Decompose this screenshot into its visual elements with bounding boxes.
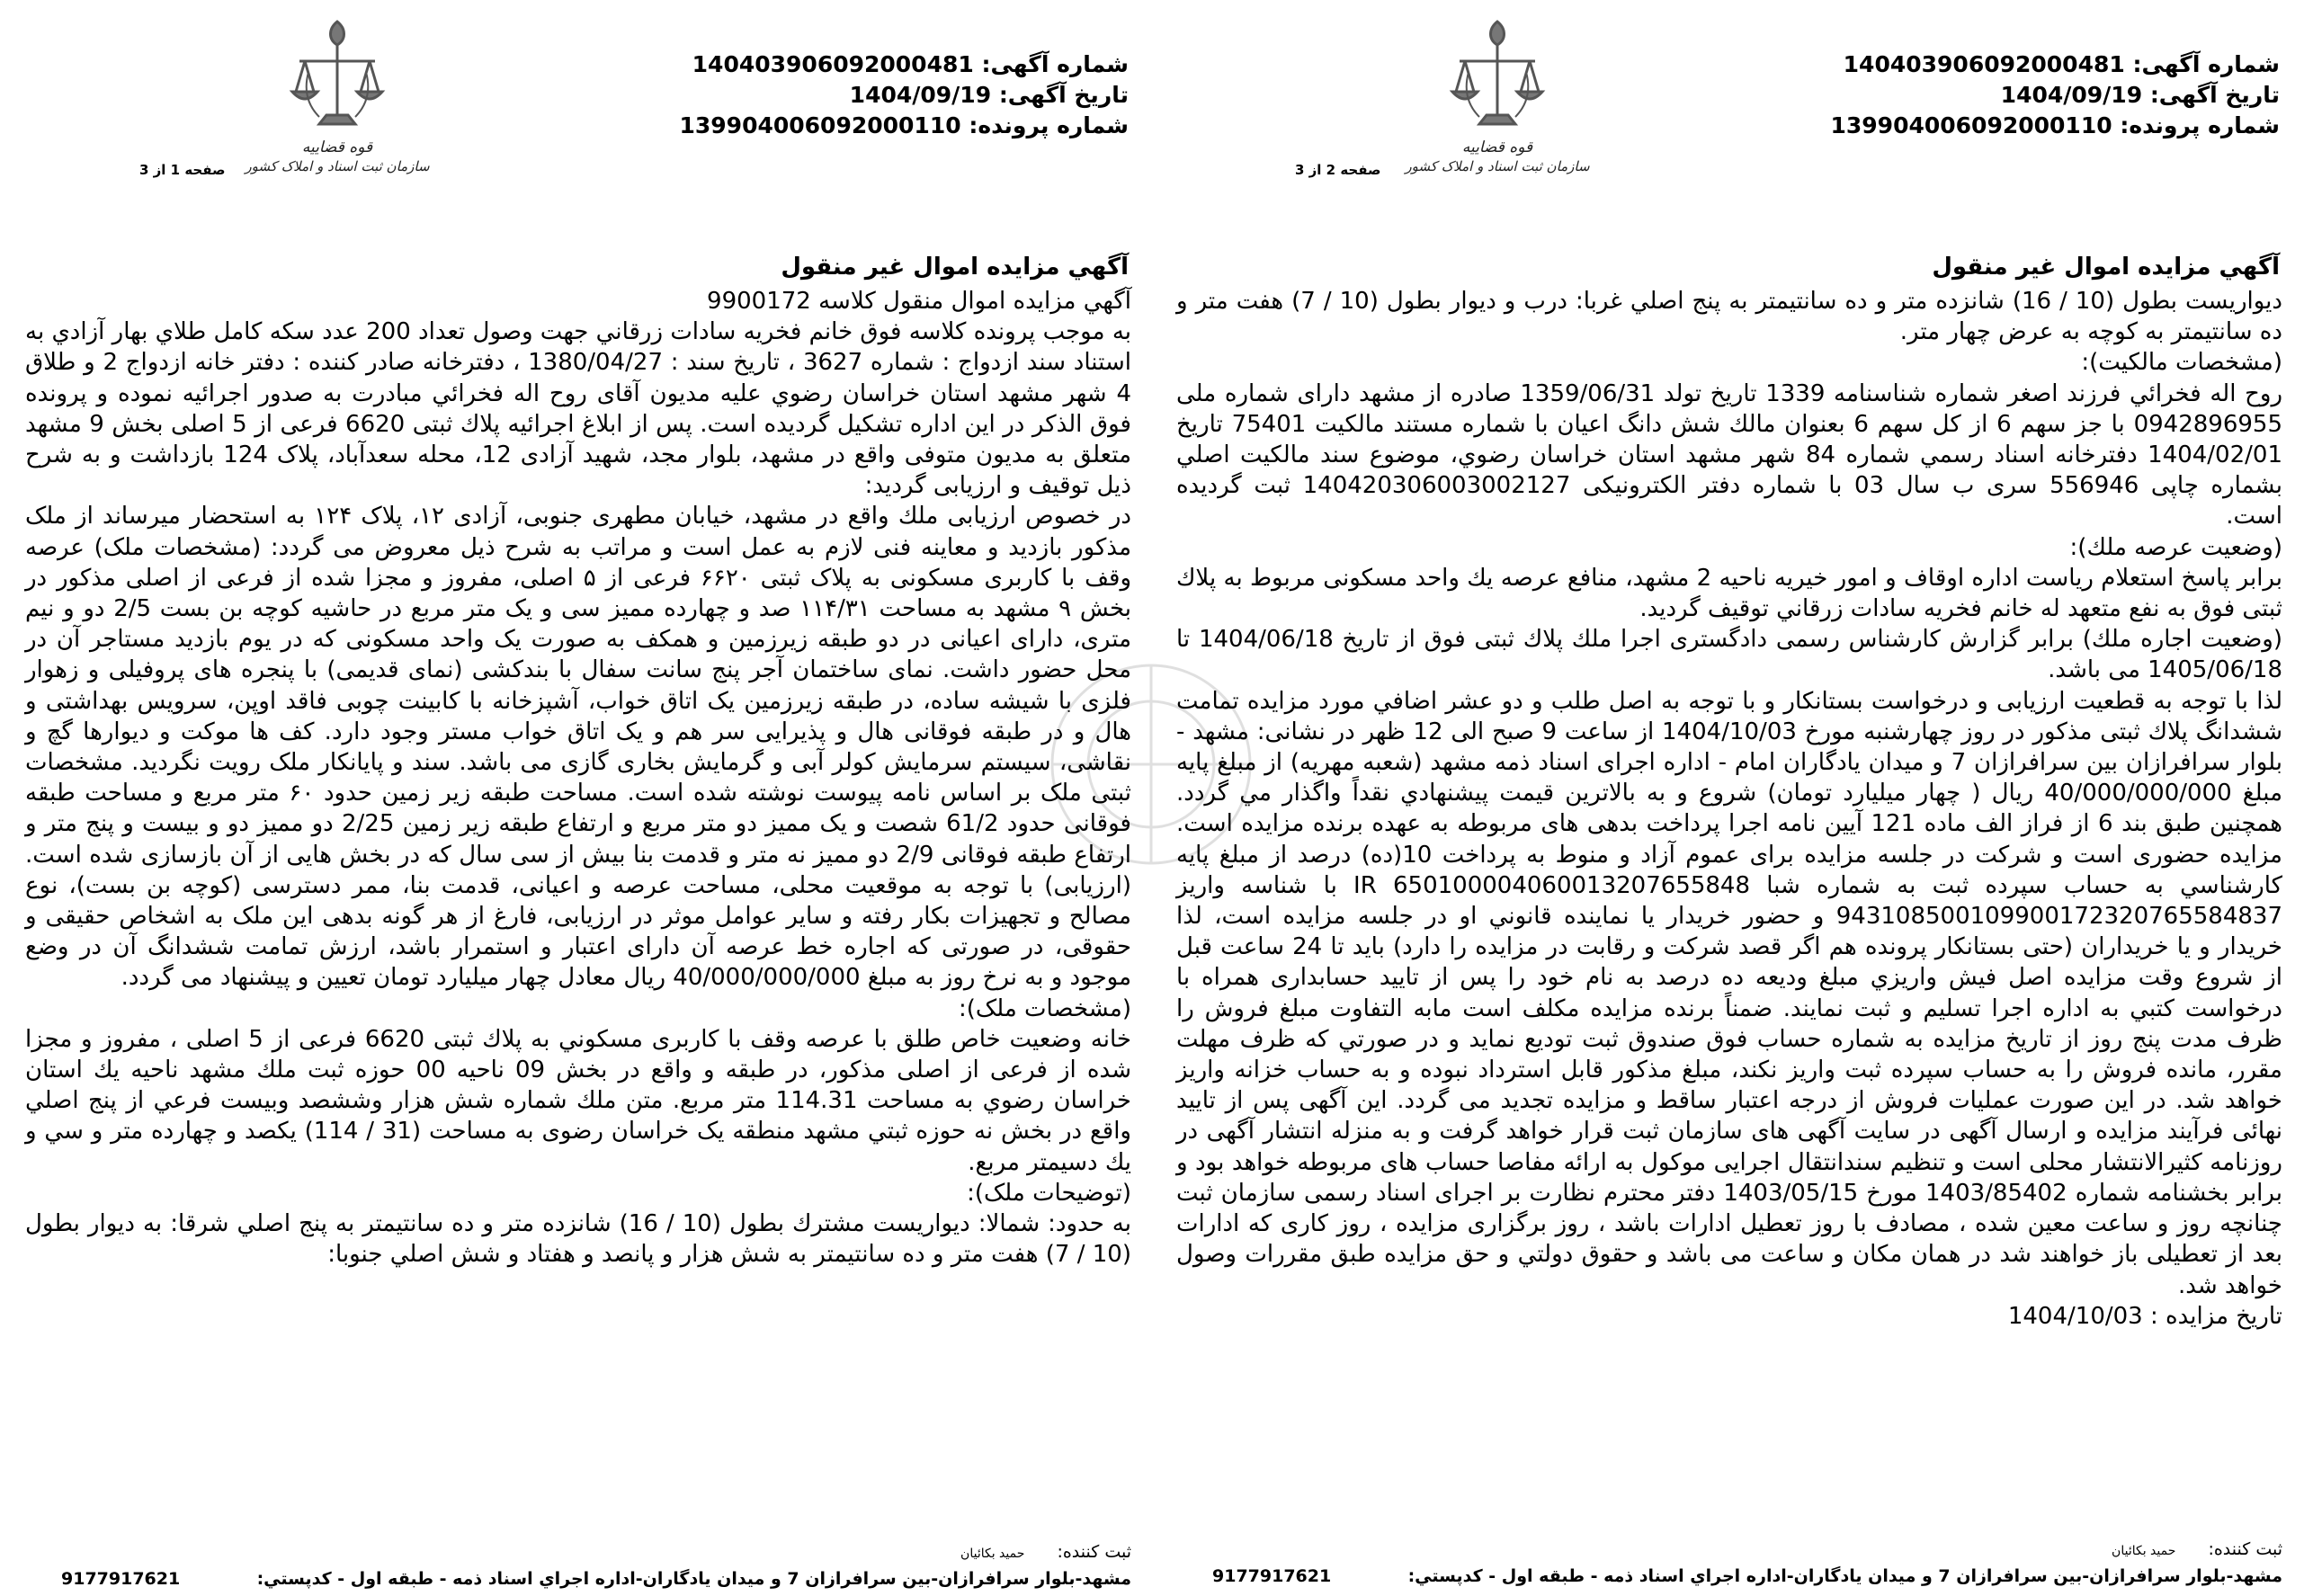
emblem-org-line2: سازمان ثبت اسناد و املاک کشور [1405,158,1590,174]
case-number-row [1831,111,2281,141]
case-number-row [680,111,1130,141]
body-paragraph: روح اله فخرائي فرزند اصغر شماره شناسنامه 1339 تاريخ تولد 1359/06/31 صادره از مشهد داراى شماره ملی 0942896955 با جز سهم 6 از كل سهم 6 بعنوان مالك شش دانگ اعيان با شماره مستند مالكيت 75401 تاريخ 1404/02/01 دفترخانه اسناد رسمي شماره 84 شهر مشهد استان خراسان رضوي، موضوع سند مالكيت اصلي بشماره چاپی 556946 سری ب سال 03 با شماره دفتر الكترونيكی 140420306003002127 ثبت گرديده است. [1176,379,2283,531]
ad-date-label: تاریخ آگهی: [998,82,1129,108]
body-paragraph: لذا با توجه به قطعيت ارزيابى و درخواست بستانكار و با توجه به اصل طلب و دو عشر اضافي مورد مزايده تمامت ششدانگ پلاك ثبتى مذكور در روز چهارشنبه مورخ 1404/10/03 از ساعت 9 صبح الى 12 ظهر در نشانى: مشهد - بلوار سرافرازان بين سرافرازان 7 و ميدان يادگاران امام - اداره اجراى اسناد ذمه مشهد (شعبه مهريه) از مبلغ پايه مبلغ 40/000/000/000 ريال ( چهار ميليارد تومان) شروع و به بالاترين قيمت پيشنهادي نقداً واگذار مي گردد. همچنين طبق بند 6 از فراز الف ماده 121 آيين نامه اجرا پرداخت بدهی های مربوطه به عهده برنده مزايده است. مزايده حضوری است و شركت در جلسه مزايده برای عموم آزاد و منوط به پرداخت 10(ده) درصد از مبلغ پايه كارشناسي به حساب سپرده ثبت به شماره شبا IR 650100004060013207655848 با شناسه واريز 943108500109900172320765584837 و حضور خريدار يا نماينده قانوني او در جلسه مزايده است، لذا خريدار و يا خريداران (حتى بستانكار پرونده هم اگر قصد شركت و رقابت در مزايده را دارد) بايد تا 24 ساعت قبل از شروع وقت مزايده اصل فيش واريزي مبلغ وديعه ده درصد به نام خود را پس از تاييد حسابداری همراه با درخواست كتبي به اداره اجرا تسليم و ثبت نمايند. ضمناً برنده مزايده مكلف است مابه التفاوت مبلغ فروش را ظرف مدت پنج روز از تاريخ مزايده به شماره حساب فوق صندوق ثبت توديع نمايد و در صورتي كه ظرف مهلت مقرر، مانده فروش را به حساب سپرده ثبت واريز نكند، مبلغ مذكور قابل استرداد نبوده و به حساب خزانه واريز خواهد شد. در اين صورت عمليات فروش از درجه اعتبار ساقط و مزايده تجديد می گردد. اين آگهی پس از تاييد نهائی فرآيند مزايده و ارسال آگهی در سايت آگهی های سازمان ثبت قرار خواهد گرفت و به منزله انتشار آگهی در روزنامه كثيرالانتشار محلی است و تنظيم سندانتقال اجرايی موكول به ارائه مفاصا حساب های مربوطه خواهد بود و برابر بخشنامه شماره 1403/85402 مورخ 1403/05/15 دفتر محترم نظارت بر اجرای اسناد رسمی سازمان ثبت چنانچه روز و ساعت معين شده ، مصادف با روز تعطيل ادارات باشد ، روز برگزاری مزايده ، روز كاری كه ادارات بعد از تعطيلی باز خواهند شد در همان مكان و ساعت می باشد و حقوق دولتي و حق مزايده طبق مقررات وصول خواهد شد. [1176,687,2283,1299]
ad-date-label: تاریخ آگهی: [2149,82,2280,108]
registrar [960,1542,1131,1562]
emblem-org-line2: سازمان ثبت اسناد و املاک کشور [245,158,430,174]
ad-number: 140403906092000481 [692,51,974,77]
body-paragraph: در خصوص ارزيابی ملك واقع در مشهد، خيابان مطهری جنوبی، آزادی ۱۲، پلاک ۱۲۴ به استحضار ميرساند از ملک مذکور بازديد و معاينه فنی لازم به عمل است و مراتب به شرح ذيل معروض می گردد: (مشخصات ملک) عرصه وقف با کاربری مسکونی به پلاک ثبتی ۶۶۲۰ فرعی از ۵ اصلی، مفروز و مجزا شده از فرعی از اصلی مذکور در بخش ۹ مشهد به مساحت ۱۱۴/۳۱ صد و چهارده مميز سی و يک متر مربع در حاشيه کوچه بن بست 2/5 دو و نيم متری، دارای اعيانی در دو طبقه زيرزمين و همکف به صورت يک واحد مسکونی که در يوم بازديد مستاجر آن در محل حضور داشت. نمای ساختمان آجر پنج سانت سفال با بندکشی (نمای قديمی) با پنجره های پروفيلی و زهوار فلزی با شيشه ساده، در طبقه زيرزمين يک اتاق خواب، آشپزخانه با کابينت چوبی فاقد اوپن، سرويس بهداشتی و هال و در طبقه فوقانی هال و پذيرايی سر هم و يک اتاق خواب مستر وجود دارد. کف ها موکت و ديوارها گچ و نقاشی، سيستم سرمايش کولر آبی و گرمايش بخاری گازی می باشد. سند و پايانکار ملک رويت نگرديد. مشخصات ثبتی ملک بر اساس نامه پيوست نوشته شده است. مساحت طبقه زير زمين حدود ۶۰ متر مربع و مساحت طبقه فوقانی حدود 61/2 شصت و يک مميز دو متر مربع و ارتفاع طبقه زير زمين 2/25 دو مميز دو و بيست و پنج متر و ارتفاع طبقه فوقانی 2/9 دو مميز نه متر و قدمت بنا بيش از سی سال که در بخش هايی از آن بازسازی شده است. (ارزيابی) با توجه به موقعيت محلی، مساحت عرصه و اعيانی، قدمت بنا، ممر دسترسی (کوچه بن بست)، نوع مصالح و تجهيزات بکار رفته و ساير عوامل موثر در ارزيابی، فارغ از هر گونه بدهی اين ملک به اشخاص حقيقی و حقوقی، در صورتی که اجاره خط عرصه آن دارای اعتبار و استمرار باشد، ارزش تمامت ششدانگ آن در وضع موجود و به نرخ روز به مبلغ 40/000/000/000 ريال معادل چهار ميليارد تومان تعيين و پيشنهاد می گردد. [25,503,1132,992]
case-class-heading: آگهي مزايده اموال منقول كلاسه 9900172 [707,288,1131,315]
body-paragraph: به موجب پرونده كلاسه فوق خانم فخريه سادات زرقاني جهت وصول تعداد 200 عدد سكه كامل طلاي بهار آزادي به استناد سند ازدواج : شماره 3627 ، تاريخ سند : 1380/04/27 ، دفترخانه صادر كننده : دفتر خانه ازدواج 2 و طلاق 4 شهر مشهد استان خراسان رضوي عليه مديون آقاى روح اله فخرائي مبادرت به صدور اجرائيه نموده و پرونده فوق الذكر در اين اداره تشكيل گرديده است. پس از ابلاغ اجرائيه پلاك ثبتی 6620 فرعی از 5 اصلی بخش 9 مشهد متعلق به مديون متوفی واقع در مشهد، بلوار مجد، شهيد آزادی 12، محله سعدآباد، پلاک 124 بازداشت و به شرح ذيل توقيف و ارزيابی گرديد: [25,318,1131,500]
page-header [1160,0,2302,220]
ad-number-label: شماره آگهی: [981,51,1129,77]
scales-of-justice-icon [1443,9,1551,144]
page-header [9,0,1151,220]
judiciary-emblem [243,9,432,207]
notice-meta [680,49,1130,141]
registrar-label: ثبت كننده: [1057,1542,1131,1562]
body-paragraph: (وضعيت اجاره ملك) برابر گزارش كارشناس رسمی دادگستری اجرا ملك پلاك ثبتی فوق از تاريخ 1404/06/18 تا 1405/06/18 مى باشد. [1176,626,2282,684]
ad-date: 1404/09/19 [2000,82,2143,108]
case-number: 139904006092000110 [679,112,961,138]
page-number: صفحه 1 از 3 [139,162,226,178]
case-number-label: شماره پرونده: [969,112,1129,138]
notice-title: آگهي مزايده اموال غير منقول [1932,254,2280,281]
ad-date-row [680,80,1130,111]
ad-number: 140403906092000481 [1843,51,2125,77]
body-paragraph: ديواريست بطول (10 / 16) شانزده متر و ده سانتيمتر به پنج اصلي غربا: درب و ديوار بطول (10 / 7) هفت متر و ده سانتيمتر به كوچه به عرض چهار متر. [1176,288,2282,346]
office-address: مشهد-بلوار سرافرازان-بين سرافرازان 7 و ميدان يادگاران-اداره اجراي اسناد ذمه - طبقه اول - كدپستي: [1407,1566,2282,1586]
auction-date: تاريخ مزايده : 1404/10/03 [2007,1302,2282,1330]
registrar [2112,1539,2282,1559]
ad-number-row [1831,49,2281,80]
ad-date-row [1831,80,2281,111]
postal-code: 9177917621 [1212,1566,1332,1586]
notice-page-1 [9,0,1151,1596]
notice-page-2 [1160,0,2302,1596]
emblem-org-line1: قوه قضاییه [1461,138,1533,156]
page-number: صفحه 2 از 3 [1295,162,1381,178]
notice-title: آگهي مزايده اموال غير منقول [781,254,1129,281]
body-paragraph: به حدود: شمالا: ديواريست مشترك بطول (10 / 16) شانزده متر و ده سانتيمتر به پنج اصلي شرقا: به ديوار بطول (10 / 7) هفت متر و ده سانتيمتر به شش هزار و پانصد و هفتاد و شش اصلي جنوبا: [25,1210,1131,1269]
notice-meta [1831,49,2281,141]
office-address: مشهد-بلوار سرافرازان-بين سرافرازان 7 و ميدان يادگاران-اداره اجراي اسناد ذمه - طبقه اول - كدپستي: [256,1569,1131,1589]
case-number: 139904006092000110 [1830,112,2112,138]
registrar-label: ثبت كننده: [2208,1539,2282,1559]
body-paragraph: (وضعيت عرصه ملك): [2069,533,2282,561]
judiciary-emblem [1403,9,1592,207]
body-paragraph: (مشخصات ملک): [959,994,1131,1022]
registrar-name: حميد بكائيان [960,1547,1025,1561]
ad-date: 1404/09/19 [849,82,992,108]
notice-body [1176,286,2282,1332]
body-paragraph: (مشخصات مالكيت): [2081,349,2282,377]
body-paragraph: برابر پاسخ استعلام رياست اداره اوقاف و امور خيريه ناحيه 2 مشهد، منافع عرصه يك واحد مسكونی مربوط به پلاك ثبتی فوق به نفع متعهد له خانم فخريه سادات زرقاني توقيف گرديد. [1176,564,2283,623]
notice-body [25,286,1131,1271]
ad-number-row [680,49,1130,80]
scales-of-justice-icon [283,9,391,144]
postal-code: 9177917621 [61,1569,181,1589]
case-number-label: شماره پرونده: [2120,112,2280,138]
body-paragraph: (توضيحات ملک): [967,1179,1131,1207]
registrar-name: حميد بكائيان [2112,1544,2176,1558]
emblem-org-line1: قوه قضاییه [301,138,373,156]
ad-number-label: شماره آگهی: [2132,51,2280,77]
body-paragraph: خانه وضعيت خاص طلق با عرصه وقف با كاربری مسكوني به پلاك ثبتی 6620 فرعی از 5 اصلی ، مفروز و مجزا شده از فرعی از اصلی مذكور، در طبقه و واقع در بخش 09 ناحيه 00 حوزه ثبت ملك مشهد ناحيه يك استان خراسان رضوي به مساحت 114.31 متر مربع. متن ملك شماره شش هزار وششصد وبيست فرعي از پنج اصلي واقع در بخش نه حوزه ثبتي مشهد منطقه يک خراسان رضوی به مساحت (31 / 114) يكصد و چهارده متر و سي و يك دسيمتر مربع. [25,1025,1131,1176]
